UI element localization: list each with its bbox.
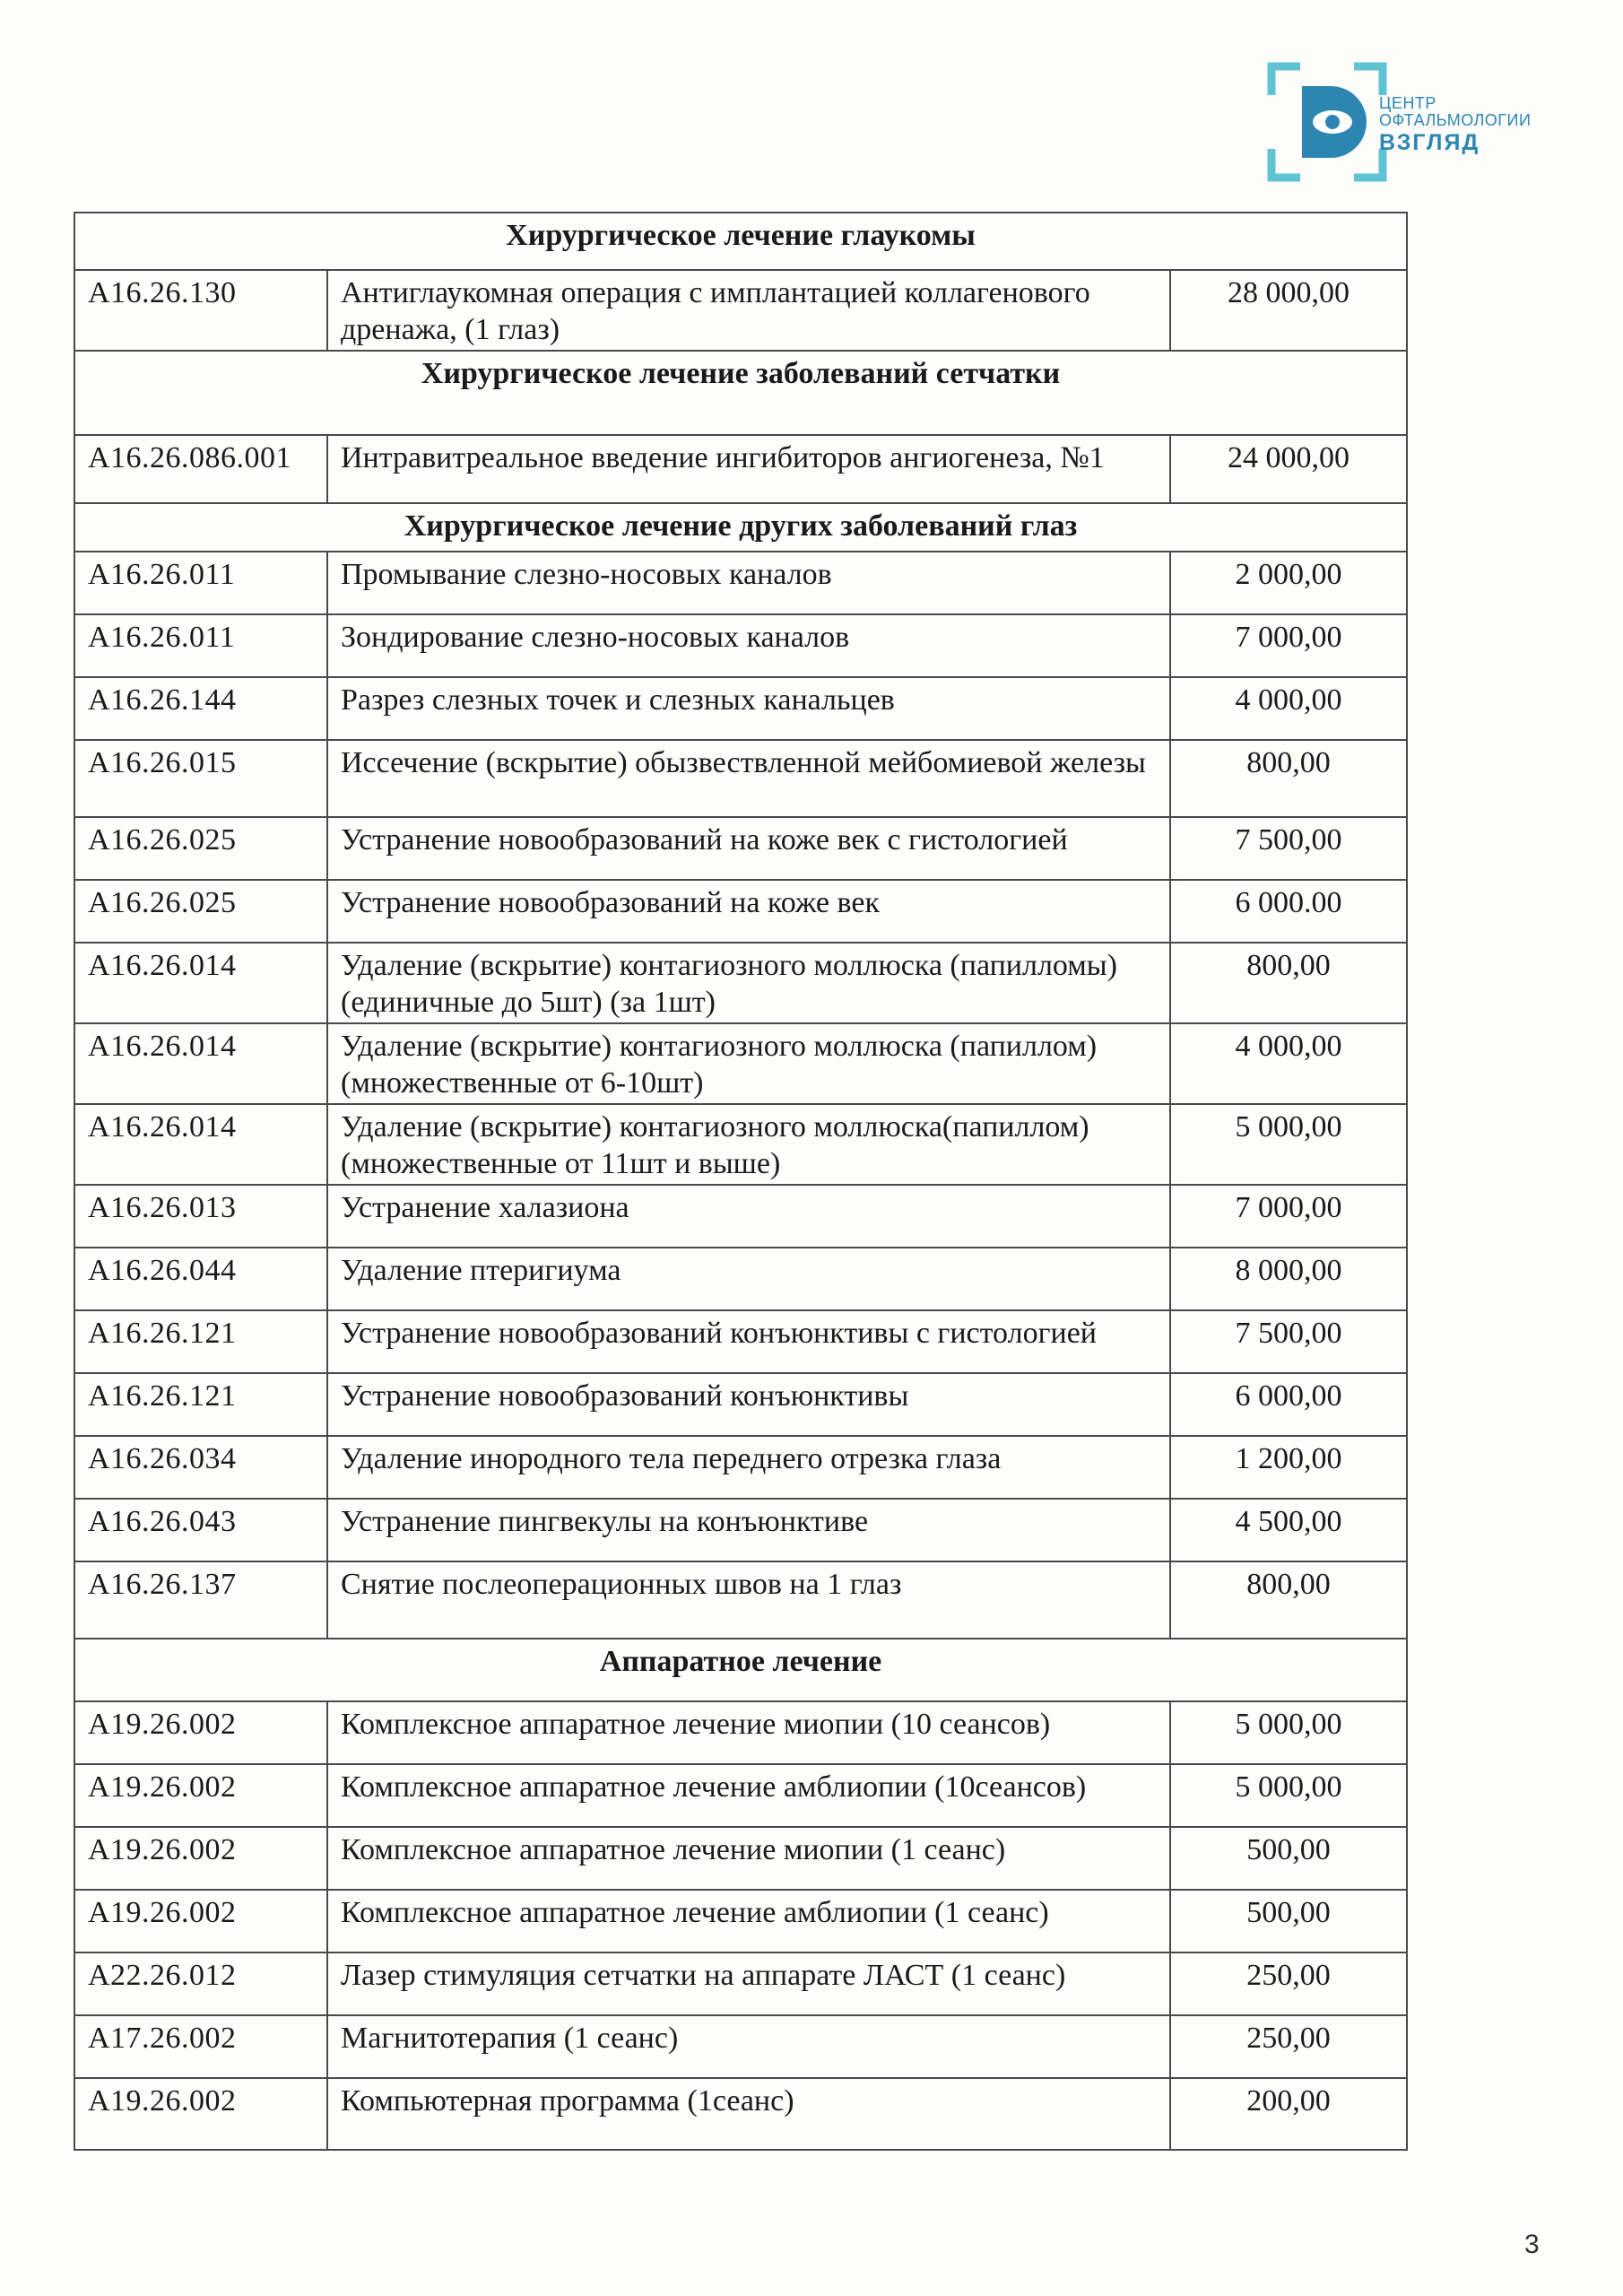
service-code: А16.26.025	[74, 880, 327, 943]
table-row	[74, 817, 1407, 880]
service-price: 6 000,00	[1170, 1373, 1407, 1436]
section-header-row	[74, 351, 1407, 435]
service-price: 200,00	[1170, 2078, 1407, 2150]
service-price: 800,00	[1170, 943, 1407, 1023]
price-table	[74, 212, 1408, 2151]
service-code: А19.26.002	[74, 1890, 327, 1952]
service-name: Промывание слезно-носовых каналов	[327, 552, 1170, 614]
service-price: 5 000,00	[1170, 1104, 1407, 1185]
table-row	[74, 1185, 1407, 1248]
table-row	[74, 1373, 1407, 1436]
service-price: 4 000,00	[1170, 677, 1407, 740]
table-row	[74, 1248, 1407, 1310]
section-title: Хирургическое лечение заболеваний сетчатки	[74, 351, 1407, 435]
service-price: 7 500,00	[1170, 817, 1407, 880]
table-row	[74, 2078, 1407, 2150]
service-price: 6 000.00	[1170, 880, 1407, 943]
service-code: А16.26.014	[74, 1104, 327, 1185]
service-name: Устранение новообразований на коже век	[327, 880, 1170, 943]
service-code: А16.26.034	[74, 1436, 327, 1499]
service-code: А16.26.086.001	[74, 435, 327, 503]
service-code: А16.26.144	[74, 677, 327, 740]
logo-text-line2: ОФТАЛЬМОЛОГИИ	[1379, 110, 1532, 129]
table-row	[74, 943, 1407, 1023]
eye-logo-icon	[1264, 59, 1390, 185]
table-row	[74, 740, 1407, 817]
service-code: А17.26.002	[74, 2015, 327, 2078]
service-name: Интравитреальное введение ингибиторов ангиогенеза, №1	[327, 435, 1170, 503]
service-code: А16.26.121	[74, 1310, 327, 1373]
service-price: 500,00	[1170, 1827, 1407, 1890]
service-code: А16.26.015	[74, 740, 327, 817]
logo-text-line1: ЦЕНТР	[1379, 94, 1436, 112]
page-number: 3	[1524, 2230, 1540, 2259]
service-price: 7 000,00	[1170, 1185, 1407, 1248]
section-title: Хирургическое лечение других заболеваний глаз	[74, 503, 1407, 552]
service-code: А16.26.014	[74, 943, 327, 1023]
service-code: А16.26.025	[74, 817, 327, 880]
service-name: Удаление (вскрытие) контагиозного моллюска (папилломы) (единичные до 5шт) (за 1шт)	[327, 943, 1170, 1023]
service-code: А16.26.044	[74, 1248, 327, 1310]
service-name: Удаление инородного тела переднего отрезка глаза	[327, 1436, 1170, 1499]
service-code: А16.26.121	[74, 1373, 327, 1436]
service-code: А16.26.013	[74, 1185, 327, 1248]
table-row	[74, 1701, 1407, 1764]
service-name: Устранение пингвекулы на конъюнктиве	[327, 1499, 1170, 1561]
section-title: Хирургическое лечение глаукомы	[74, 213, 1407, 270]
service-name: Удаление (вскрытие) контагиозного моллюска (папиллом) (множественные от 6-10шт)	[327, 1023, 1170, 1104]
service-name: Комплексное аппаратное лечение миопии (1 сеанс)	[327, 1827, 1170, 1890]
table-row	[74, 1104, 1407, 1185]
service-name: Комплексное аппаратное лечение амблиопии (1 сеанс)	[327, 1890, 1170, 1952]
service-price: 250,00	[1170, 1952, 1407, 2015]
service-price: 7 500,00	[1170, 1310, 1407, 1373]
service-price: 4 500,00	[1170, 1499, 1407, 1561]
section-header-row	[74, 503, 1407, 552]
section-header-row	[74, 213, 1407, 270]
service-name: Антиглаукомная операция с имплантацией коллагенового дренажа, (1 глаз)	[327, 270, 1170, 351]
table-row	[74, 552, 1407, 614]
service-price: 800,00	[1170, 1561, 1407, 1639]
service-price: 800,00	[1170, 740, 1407, 817]
service-name: Устранение новообразований на коже век с гистологией	[327, 817, 1170, 880]
service-price: 250,00	[1170, 2015, 1407, 2078]
service-name: Удаление (вскрытие) контагиозного моллюска(папиллом) (множественные от 11шт и выше)	[327, 1104, 1170, 1185]
service-price: 5 000,00	[1170, 1701, 1407, 1764]
service-price: 24 000,00	[1170, 435, 1407, 503]
service-code: А22.26.012	[74, 1952, 327, 2015]
service-code: А16.26.043	[74, 1499, 327, 1561]
table-row	[74, 1561, 1407, 1639]
service-name: Снятие послеоперационных швов на 1 глаз	[327, 1561, 1170, 1639]
table-row	[74, 270, 1407, 351]
service-price: 2 000,00	[1170, 552, 1407, 614]
service-name: Устранение новообразований конъюнктивы с гистологией	[327, 1310, 1170, 1373]
table-row	[74, 1023, 1407, 1104]
service-price: 1 200,00	[1170, 1436, 1407, 1499]
section-header-row	[74, 1639, 1407, 1701]
table-row	[74, 1436, 1407, 1499]
service-code: А19.26.002	[74, 1764, 327, 1827]
service-name: Зондирование слезно-носовых каналов	[327, 614, 1170, 677]
logo-text-line3: ВЗГЛЯД	[1379, 129, 1480, 155]
table-row	[74, 1827, 1407, 1890]
service-code: А16.26.137	[74, 1561, 327, 1639]
service-name: Разрез слезных точек и слезных канальцев	[327, 677, 1170, 740]
table-row	[74, 1890, 1407, 1952]
table-row	[74, 435, 1407, 503]
service-name: Магнитотерапия (1 сеанс)	[327, 2015, 1170, 2078]
service-name: Лазер стимуляция сетчатки на аппарате ЛАСТ (1 сеанс)	[327, 1952, 1170, 2015]
table-row	[74, 614, 1407, 677]
table-row	[74, 2015, 1407, 2078]
service-code: А19.26.002	[74, 1701, 327, 1764]
service-price: 28 000,00	[1170, 270, 1407, 351]
service-name: Иссечение (вскрытие) обызвествленной мейбомиевой железы	[327, 740, 1170, 817]
table-row	[74, 677, 1407, 740]
table-row	[74, 1499, 1407, 1561]
service-code: А16.26.014	[74, 1023, 327, 1104]
service-price: 5 000,00	[1170, 1764, 1407, 1827]
service-name: Комплексное аппаратное лечение миопии (10 сеансов)	[327, 1701, 1170, 1764]
service-code: А16.26.011	[74, 552, 327, 614]
service-price: 8 000,00	[1170, 1248, 1407, 1310]
service-code: А16.26.011	[74, 614, 327, 677]
service-code: А16.26.130	[74, 270, 327, 351]
service-code: А19.26.002	[74, 2078, 327, 2150]
service-name: Компьютерная программа (1сеанс)	[327, 2078, 1170, 2150]
service-price: 500,00	[1170, 1890, 1407, 1952]
table-row	[74, 1952, 1407, 2015]
service-price: 4 000,00	[1170, 1023, 1407, 1104]
clinic-logo	[1264, 59, 1542, 185]
service-name: Комплексное аппаратное лечение амблиопии (10сеансов)	[327, 1764, 1170, 1827]
table-row	[74, 1310, 1407, 1373]
section-title: Аппаратное лечение	[74, 1639, 1407, 1701]
table-row	[74, 1764, 1407, 1827]
service-code: А19.26.002	[74, 1827, 327, 1890]
service-name: Устранение новообразований конъюнктивы	[327, 1373, 1170, 1436]
table-row	[74, 880, 1407, 943]
service-name: Удаление птеригиума	[327, 1248, 1170, 1310]
service-name: Устранение халазиона	[327, 1185, 1170, 1248]
service-price: 7 000,00	[1170, 614, 1407, 677]
